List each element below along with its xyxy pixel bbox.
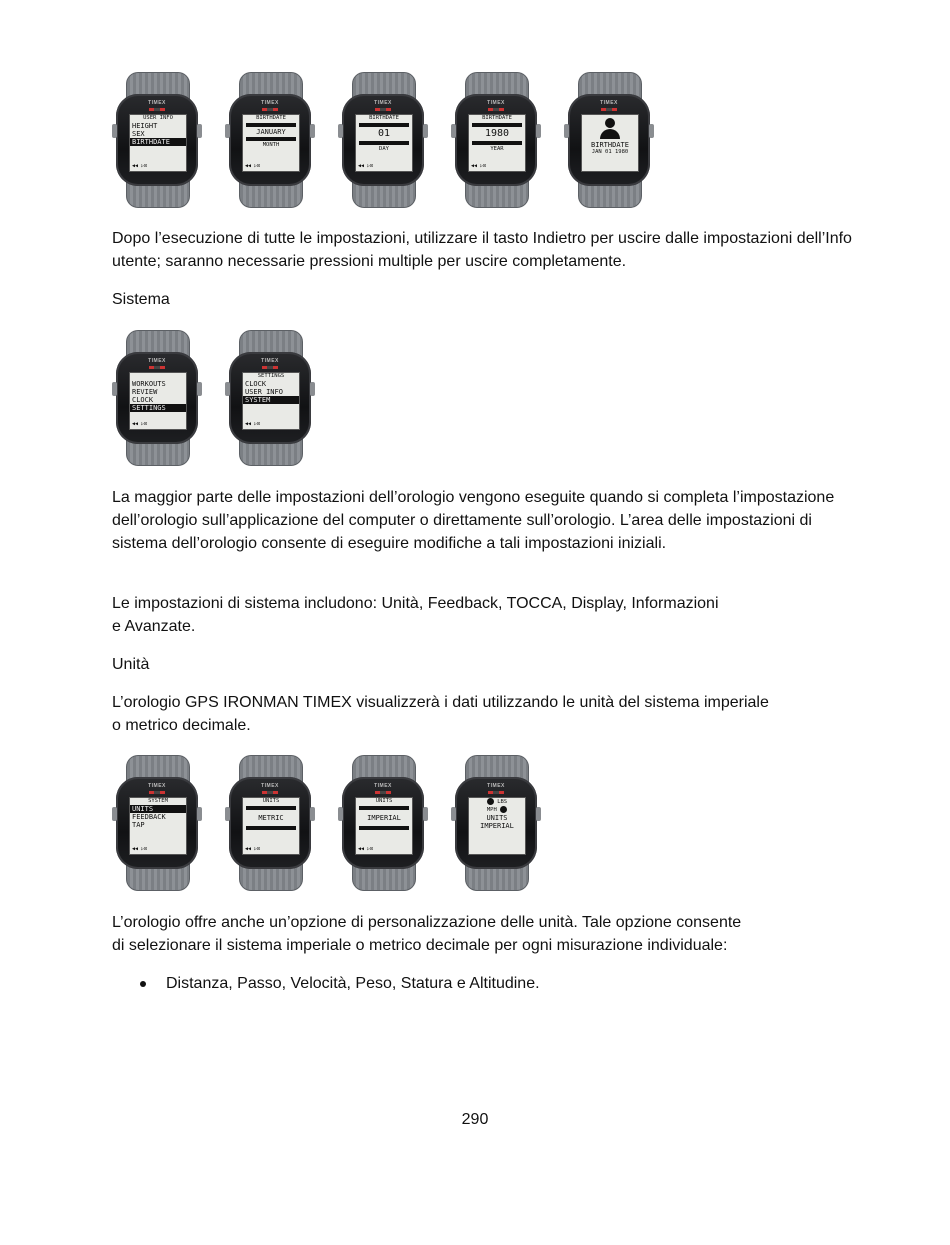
screen-label: YEAR — [490, 146, 504, 152]
up-arrow-icon — [359, 123, 409, 127]
watch-brand: TIMEX — [148, 100, 166, 106]
page-number: 290 — [461, 1111, 489, 1128]
watch-brand: TIMEX — [374, 783, 392, 789]
up-arrow-icon — [359, 806, 409, 810]
section-heading-unita: Unità — [112, 656, 150, 673]
up-arrow-icon — [246, 806, 296, 810]
menu-item: FEEDBACK — [132, 813, 166, 821]
screen-footer: ◀◀ ▷⊡ — [132, 421, 148, 427]
down-arrow-icon — [246, 137, 296, 141]
watch-brand: TIMEX — [261, 100, 279, 106]
screen-label: MONTH — [262, 142, 280, 148]
screen-header: SETTINGS — [257, 373, 285, 379]
down-arrow-icon — [359, 141, 409, 145]
paragraph-line: L’orologio GPS IRONMAN TIMEX visualizzerà i dati utilizzando le unità del sistema imperiale — [112, 694, 769, 711]
screen-header: BIRTHDATE — [482, 115, 512, 121]
watch-image — [112, 755, 202, 891]
menu-item-selected: UNITS — [130, 805, 186, 813]
watch-image — [112, 330, 202, 466]
screen-footer: ◀◀ ▷⊡ — [245, 421, 261, 427]
menu-item: USER INFO — [245, 388, 283, 396]
menu-item: HEIGHT — [132, 122, 158, 130]
watch-screen — [355, 797, 413, 855]
menu-item: SEX — [132, 130, 145, 138]
menu-item-selected: SETTINGS — [130, 404, 186, 412]
watch-brand: TIMEX — [261, 783, 279, 789]
screen-value: 1980 — [484, 128, 510, 139]
watch-image — [451, 755, 541, 891]
speed-icon — [500, 806, 507, 813]
watch-screen — [355, 114, 413, 172]
watch-image — [338, 72, 428, 208]
menu-item-selected: BIRTHDATE — [130, 138, 186, 146]
unit-mph: MPH — [486, 807, 497, 813]
paragraph: Dopo l’esecuzione di tutte le impostazioni, utilizzare il tasto Indietro per uscire dalle impostazioni dell’Info utente; saranno necessarie pressioni multiple per uscire completamente. — [112, 230, 852, 270]
watch-brand: TIMEX — [261, 358, 279, 364]
watch-screen — [129, 797, 187, 855]
screen-footer: ◀◀ ▷⊡ — [358, 163, 374, 169]
unit-lbs: LBS — [497, 799, 508, 805]
paragraph-line: L’orologio offre anche un’opzione di personalizzazione delle unità. Tale opzione consente — [112, 914, 742, 931]
watch-image — [338, 755, 428, 891]
watch-screen — [242, 372, 300, 430]
screen-footer: ◀◀ ▷⊡ — [245, 846, 261, 852]
screen-value: METRIC — [258, 814, 284, 822]
screen-value: 01 — [377, 128, 391, 139]
watch-screen — [242, 114, 300, 172]
screen-footer: ◀◀ ▷⊡ — [358, 846, 374, 852]
section-heading-sistema: Sistema — [112, 291, 170, 308]
screen-line: IMPERIAL — [480, 822, 514, 830]
watch-brand: TIMEX — [374, 100, 392, 106]
watch-brand: TIMEX — [487, 783, 505, 789]
watch-image — [225, 72, 315, 208]
screen-header: BIRTHDATE — [369, 115, 399, 121]
screen-header: UNITS — [375, 798, 393, 804]
bullet-list-item — [140, 972, 540, 995]
screen-caption-date: JAN 01 1980 — [591, 149, 629, 155]
menu-item-selected: SYSTEM — [243, 396, 299, 404]
menu-item: CLOCK — [245, 380, 267, 388]
paragraph-line: e Avanzate. — [112, 618, 196, 635]
person-icon — [600, 118, 620, 140]
paragraph-line: Le impostazioni di sistema includono: Unità, Feedback, TOCCA, Display, Informazioni — [112, 595, 719, 612]
screen-footer: ◀◀ ▷⊡ — [471, 163, 487, 169]
watch-screen — [129, 114, 187, 172]
bullet-icon — [140, 981, 146, 987]
menu-item: TAP — [132, 821, 145, 829]
screen-footer: ◀◀ ▷⊡ — [132, 163, 148, 169]
screen-label: DAY — [379, 146, 389, 152]
watch-row-settings — [112, 330, 315, 466]
weight-icon — [487, 798, 494, 805]
watch-row-user-info — [112, 72, 654, 208]
watch-image — [564, 72, 654, 208]
watch-image — [451, 72, 541, 208]
watch-brand: TIMEX — [600, 100, 618, 106]
watch-image — [225, 330, 315, 466]
watch-screen — [581, 114, 639, 172]
watch-brand: TIMEX — [148, 358, 166, 364]
screen-footer: ◀◀ ▷⊡ — [132, 846, 148, 852]
paragraph-line: di selezionare il sistema imperiale o metrico decimale per ogni misurazione individuale: — [112, 937, 728, 954]
screen-footer: ◀◀ ▷⊡ — [245, 163, 261, 169]
screen-value: JANUARY — [256, 128, 286, 136]
watch-screen — [468, 797, 526, 855]
bullet-text: Distanza, Passo, Velocità, Peso, Statura e Altitudine. — [166, 975, 540, 992]
down-arrow-icon — [246, 826, 296, 830]
menu-item: CLOCK — [132, 396, 154, 404]
screen-header: UNITS — [262, 798, 280, 804]
watch-image — [112, 72, 202, 208]
menu-item: WORKOUTS — [132, 380, 166, 388]
up-arrow-icon — [246, 123, 296, 127]
paragraph-line: o metrico decimale. — [112, 717, 251, 734]
up-arrow-icon — [472, 123, 522, 127]
watch-brand: TIMEX — [148, 783, 166, 789]
watch-brand: TIMEX — [487, 100, 505, 106]
watch-row-units — [112, 755, 541, 891]
watch-screen — [129, 372, 187, 430]
paragraph: La maggior parte delle impostazioni dell’orologio vengono eseguite quando si completa l’impostazione dell’orologio sull’applicazione del computer o direttamente sull’orologio. L’area delle impostazioni di sistema dell’orologio consente di eseguire modifiche a tali impostazioni iniziali. — [112, 489, 835, 552]
watch-image — [225, 755, 315, 891]
screen-header: USER INFO — [143, 115, 173, 121]
menu-item: REVIEW — [132, 388, 158, 396]
screen-header: BIRTHDATE — [256, 115, 286, 121]
screen-value: IMPERIAL — [367, 814, 401, 822]
screen-line: UNITS — [486, 814, 508, 822]
down-arrow-icon — [359, 826, 409, 830]
down-arrow-icon — [472, 141, 522, 145]
watch-screen — [242, 797, 300, 855]
screen-header: SYSTEM — [148, 798, 168, 804]
screen-caption: BIRTHDATE — [591, 141, 629, 149]
watch-screen — [468, 114, 526, 172]
